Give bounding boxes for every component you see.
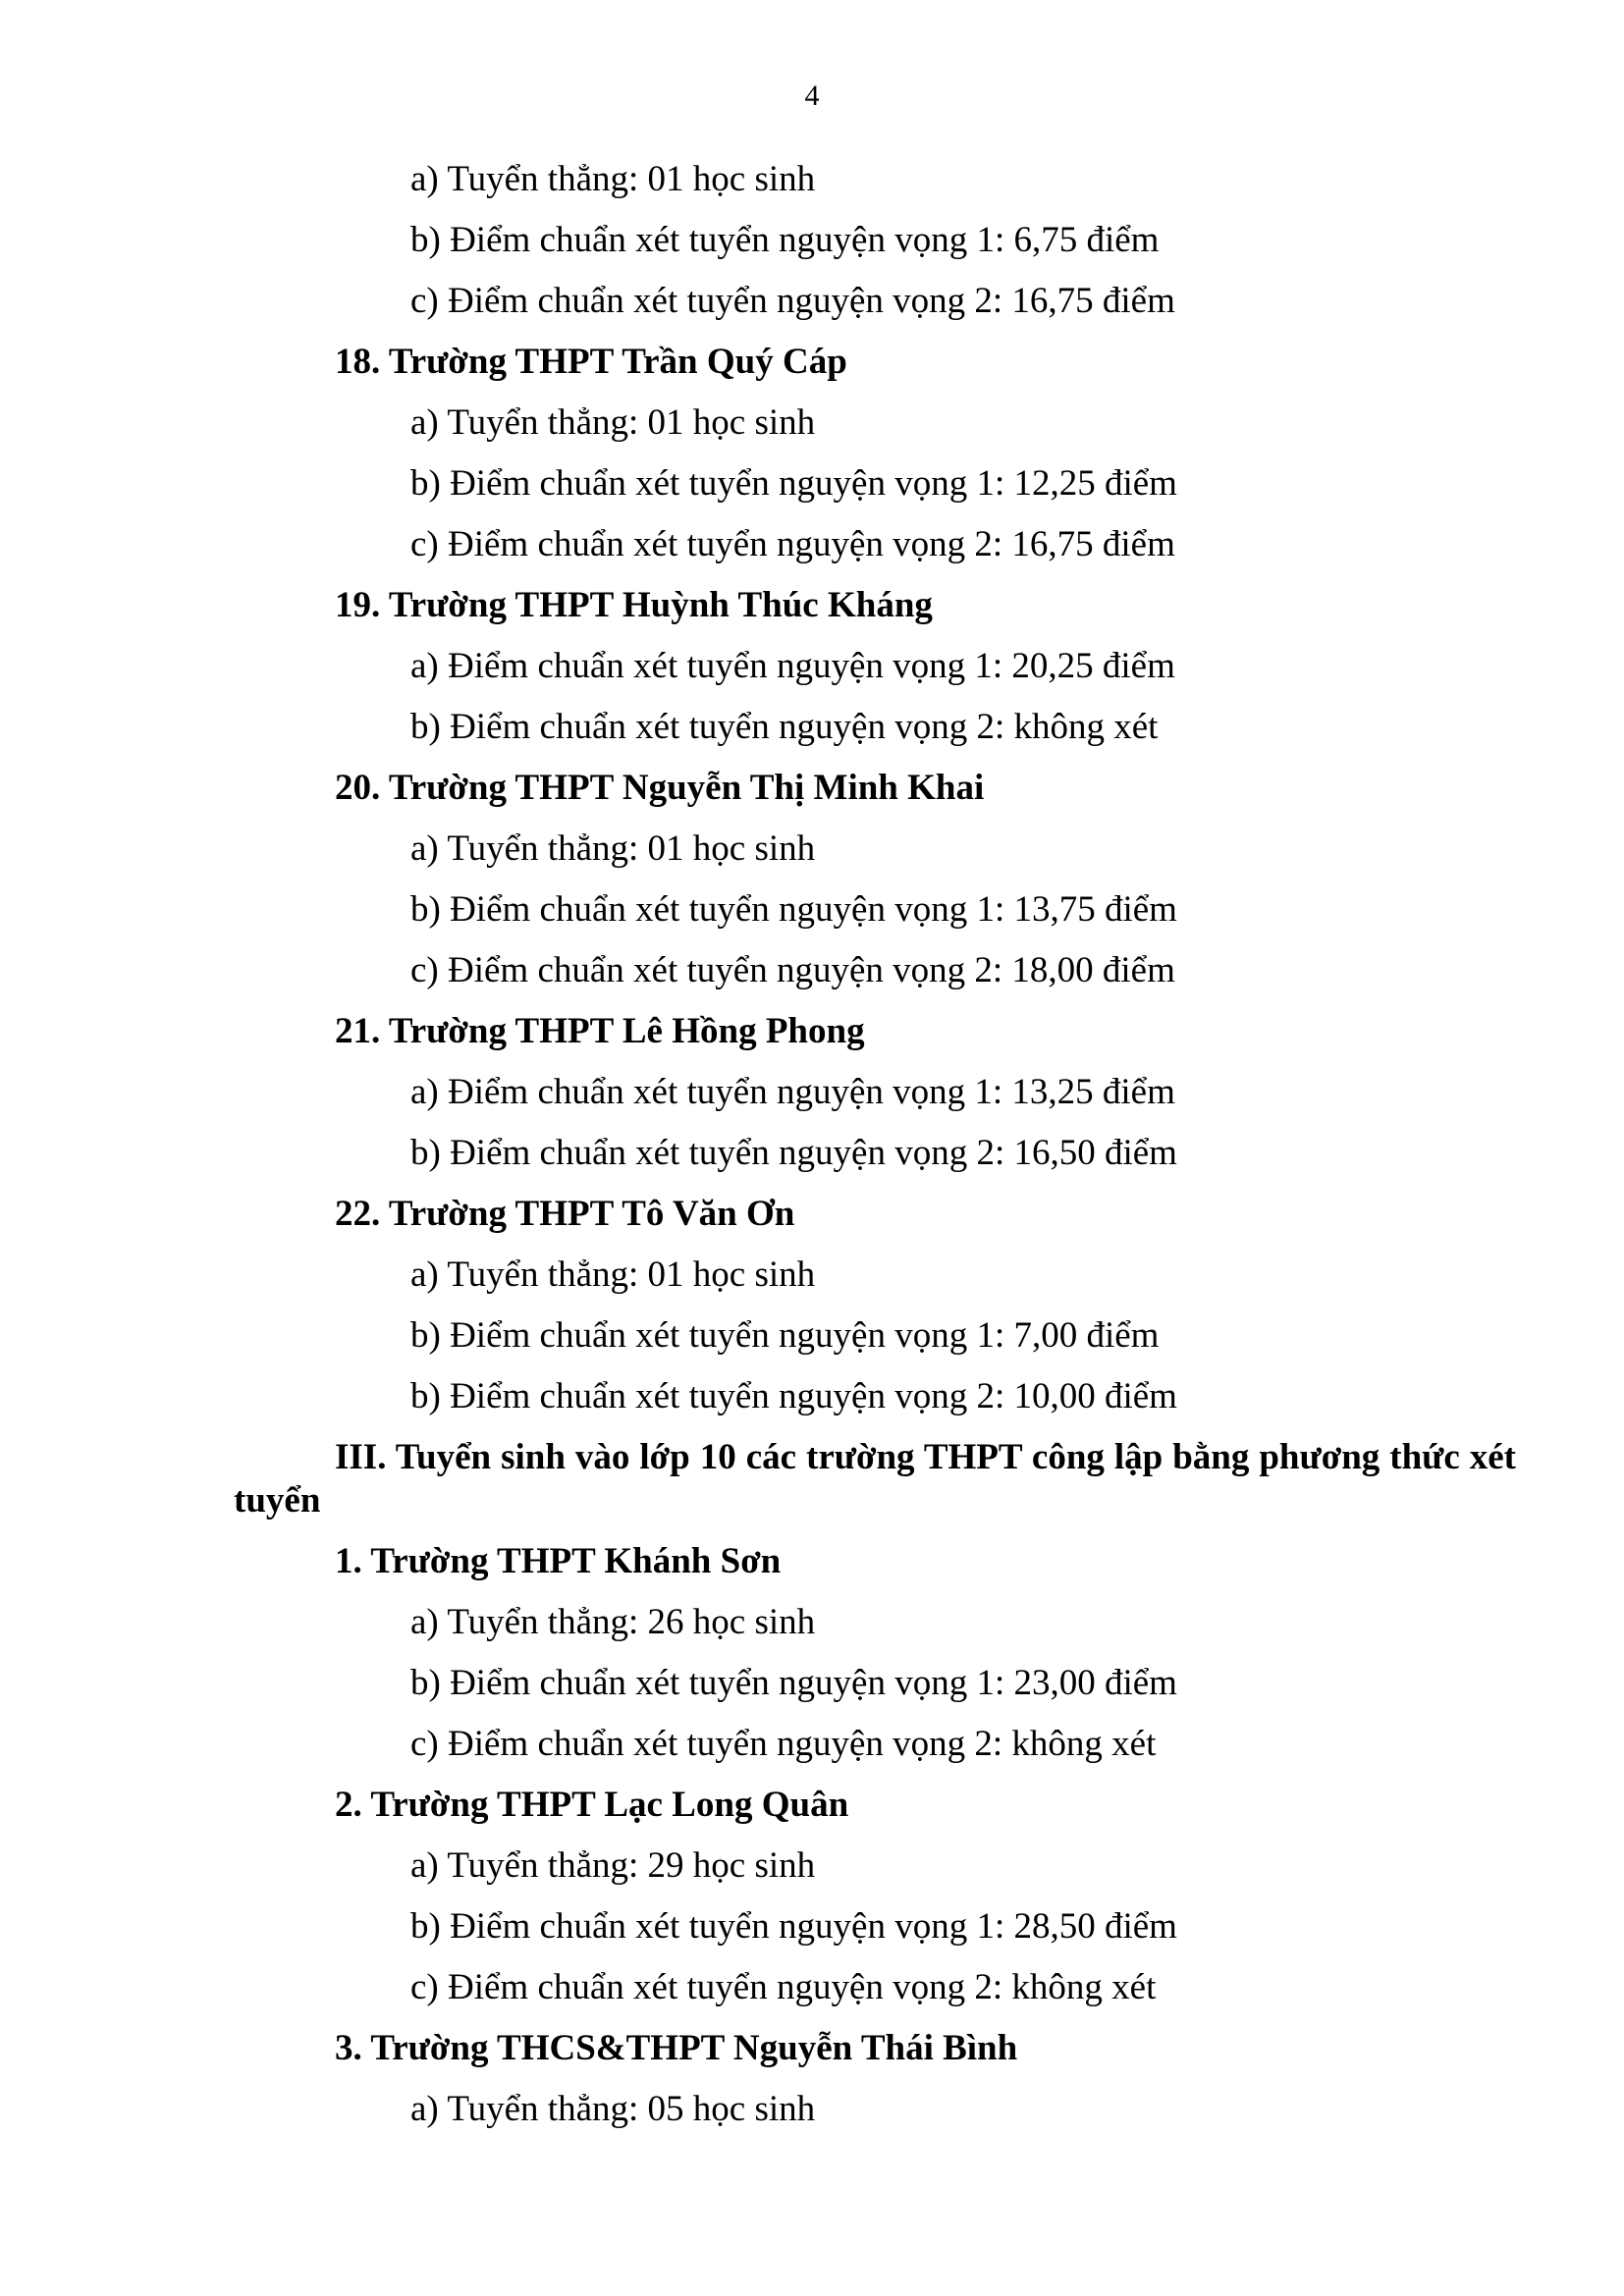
school-block	[0, 1531, 1624, 1775]
list-item: b) Điểm chuẩn xét tuyển nguyện vọng 1: 23,00 điểm	[410, 1663, 1177, 1703]
list-item: b) Điểm chuẩn xét tuyển nguyện vọng 2: không xét	[410, 707, 1159, 747]
list-item: a) Tuyển thẳng: 26 học sinh	[410, 1602, 816, 1642]
page-number: 4	[804, 80, 820, 112]
list-item: b) Điểm chuẩn xét tuyển nguyện vọng 1: 6,75 điểm	[410, 220, 1160, 260]
list-item: a) Tuyển thẳng: 01 học sinh	[410, 828, 816, 869]
list-item: a) Điểm chuẩn xét tuyển nguyện vọng 1: 20,25 điểm	[410, 646, 1175, 686]
list-item: c) Điểm chuẩn xét tuyển nguyện vọng 2: 16,75 điểm	[410, 524, 1175, 564]
school-title: 21. Trường THPT Lê Hồng Phong	[335, 1011, 865, 1051]
list-item: b) Điểm chuẩn xét tuyển nguyện vọng 1: 12,25 điểm	[410, 463, 1177, 504]
school-title: 22. Trường THPT Tô Văn Ơn	[335, 1194, 795, 1234]
list-item: c) Điểm chuẩn xét tuyển nguyện vọng 2: không xét	[410, 1967, 1157, 2007]
list-item: c) Điểm chuẩn xét tuyển nguyện vọng 2: 18,00 điểm	[410, 950, 1175, 990]
school-block	[0, 575, 1624, 758]
list-item: b) Điểm chuẩn xét tuyển nguyện vọng 1: 28,50 điểm	[410, 1906, 1177, 1947]
school-block	[0, 1184, 1624, 1427]
list-item: b) Điểm chuẩn xét tuyển nguyện vọng 1: 7,00 điểm	[410, 1315, 1160, 1356]
list-item: a) Tuyển thẳng: 01 học sinh	[410, 402, 816, 443]
school-title: 3. Trường THCS&THPT Nguyễn Thái Bình	[335, 2028, 1018, 2068]
school-block	[0, 1775, 1624, 2018]
school-title: 18. Trường THPT Trần Quý Cáp	[335, 342, 847, 382]
school-block	[0, 758, 1624, 1001]
section-heading: III. Tuyển sinh vào lớp 10 các trường THPT công lập bằng phương thức xét tuyển	[234, 1437, 1516, 1521]
list-item: b) Điểm chuẩn xét tuyển nguyện vọng 1: 13,75 điểm	[410, 889, 1177, 930]
document-body	[0, 149, 1624, 2140]
list-item: b) Điểm chuẩn xét tuyển nguyện vọng 2: 10,00 điểm	[410, 1376, 1177, 1416]
list-item: a) Tuyển thẳng: 01 học sinh	[410, 1255, 816, 1295]
list-item: c) Điểm chuẩn xét tuyển nguyện vọng 2: không xét	[410, 1724, 1157, 1764]
school-title: 20. Trường THPT Nguyễn Thị Minh Khai	[335, 768, 985, 808]
school-block	[0, 2018, 1624, 2140]
list-item: a) Tuyển thẳng: 29 học sinh	[410, 1845, 816, 1886]
list-item: a) Điểm chuẩn xét tuyển nguyện vọng 1: 13,25 điểm	[410, 1072, 1175, 1112]
continued-school-list	[0, 149, 1624, 332]
list-item: a) Tuyển thẳng: 01 học sinh	[410, 159, 816, 199]
school-title: 1. Trường THPT Khánh Sơn	[335, 1541, 782, 1581]
school-title: 2. Trường THPT Lạc Long Quân	[335, 1785, 849, 1825]
list-item: b) Điểm chuẩn xét tuyển nguyện vọng 2: 16,50 điểm	[410, 1133, 1177, 1173]
list-item: a) Tuyển thẳng: 05 học sinh	[410, 2089, 816, 2129]
school-title: 19. Trường THPT Huỳnh Thúc Kháng	[335, 585, 933, 625]
school-block	[0, 1001, 1624, 1184]
school-block	[0, 332, 1624, 575]
list-item: c) Điểm chuẩn xét tuyển nguyện vọng 2: 16,75 điểm	[410, 281, 1175, 321]
